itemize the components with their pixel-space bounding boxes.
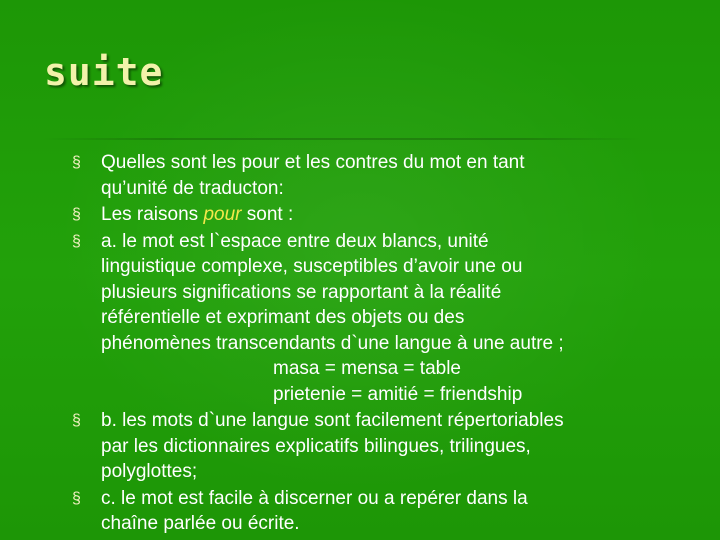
- example-1: masa = mensa = table: [273, 358, 461, 379]
- item-3-line-2: linguistique complexe, susceptibles d’avoir une ou: [101, 256, 523, 277]
- item-2-line-1: [101, 202, 702, 228]
- item-4-line-1: b. les mots d`une langue sont facilement répertoriables: [101, 410, 564, 431]
- list-item-4: [72, 408, 702, 485]
- item-5-line-1: c. le mot est facile à discerner ou a repérer dans la: [101, 487, 528, 509]
- list-item-3: [72, 229, 702, 408]
- bullet-icon: §: [72, 206, 81, 223]
- bullet-icon: §: [72, 232, 81, 250]
- bullet-list: [72, 150, 702, 538]
- title-divider: [42, 138, 642, 140]
- list-item-5: [72, 486, 702, 537]
- item-3-line-1: a. le mot est l`espace entre deux blancs, unité: [101, 230, 489, 252]
- bullet-icon: §: [72, 489, 81, 507]
- example-2: prietenie = amitié = friendship: [273, 383, 523, 405]
- item-3-line-4: référentielle et exprimant des objets ou des: [101, 307, 465, 328]
- item-4-line-3: polyglottes;: [101, 461, 198, 482]
- list-item-2: [72, 202, 702, 228]
- item-2-highlight: pour: [203, 204, 242, 225]
- item-4-line-2: par les dictionnaires explicatifs bilingues, trilingues,: [101, 435, 531, 457]
- bullet-icon: §: [72, 154, 81, 171]
- item-2-suffix: sont :: [241, 204, 294, 225]
- item-3-line-5: phénomènes transcendants d`une langue à une autre ;: [101, 332, 564, 354]
- item-1-line-1: Quelles sont les pour et les contres du mot en tant: [101, 152, 525, 173]
- bullet-icon: §: [72, 412, 81, 429]
- slide-title: suite: [44, 50, 164, 94]
- item-1-line-2: qu’unité de traducton:: [101, 177, 284, 199]
- item-2-prefix: Les raisons: [101, 204, 204, 225]
- item-5-line-2: chaîne parlée ou écrite.: [101, 513, 300, 534]
- list-item-1: [72, 150, 702, 201]
- item-3-line-3: plusieurs significations se rapportant à la réalité: [101, 281, 502, 303]
